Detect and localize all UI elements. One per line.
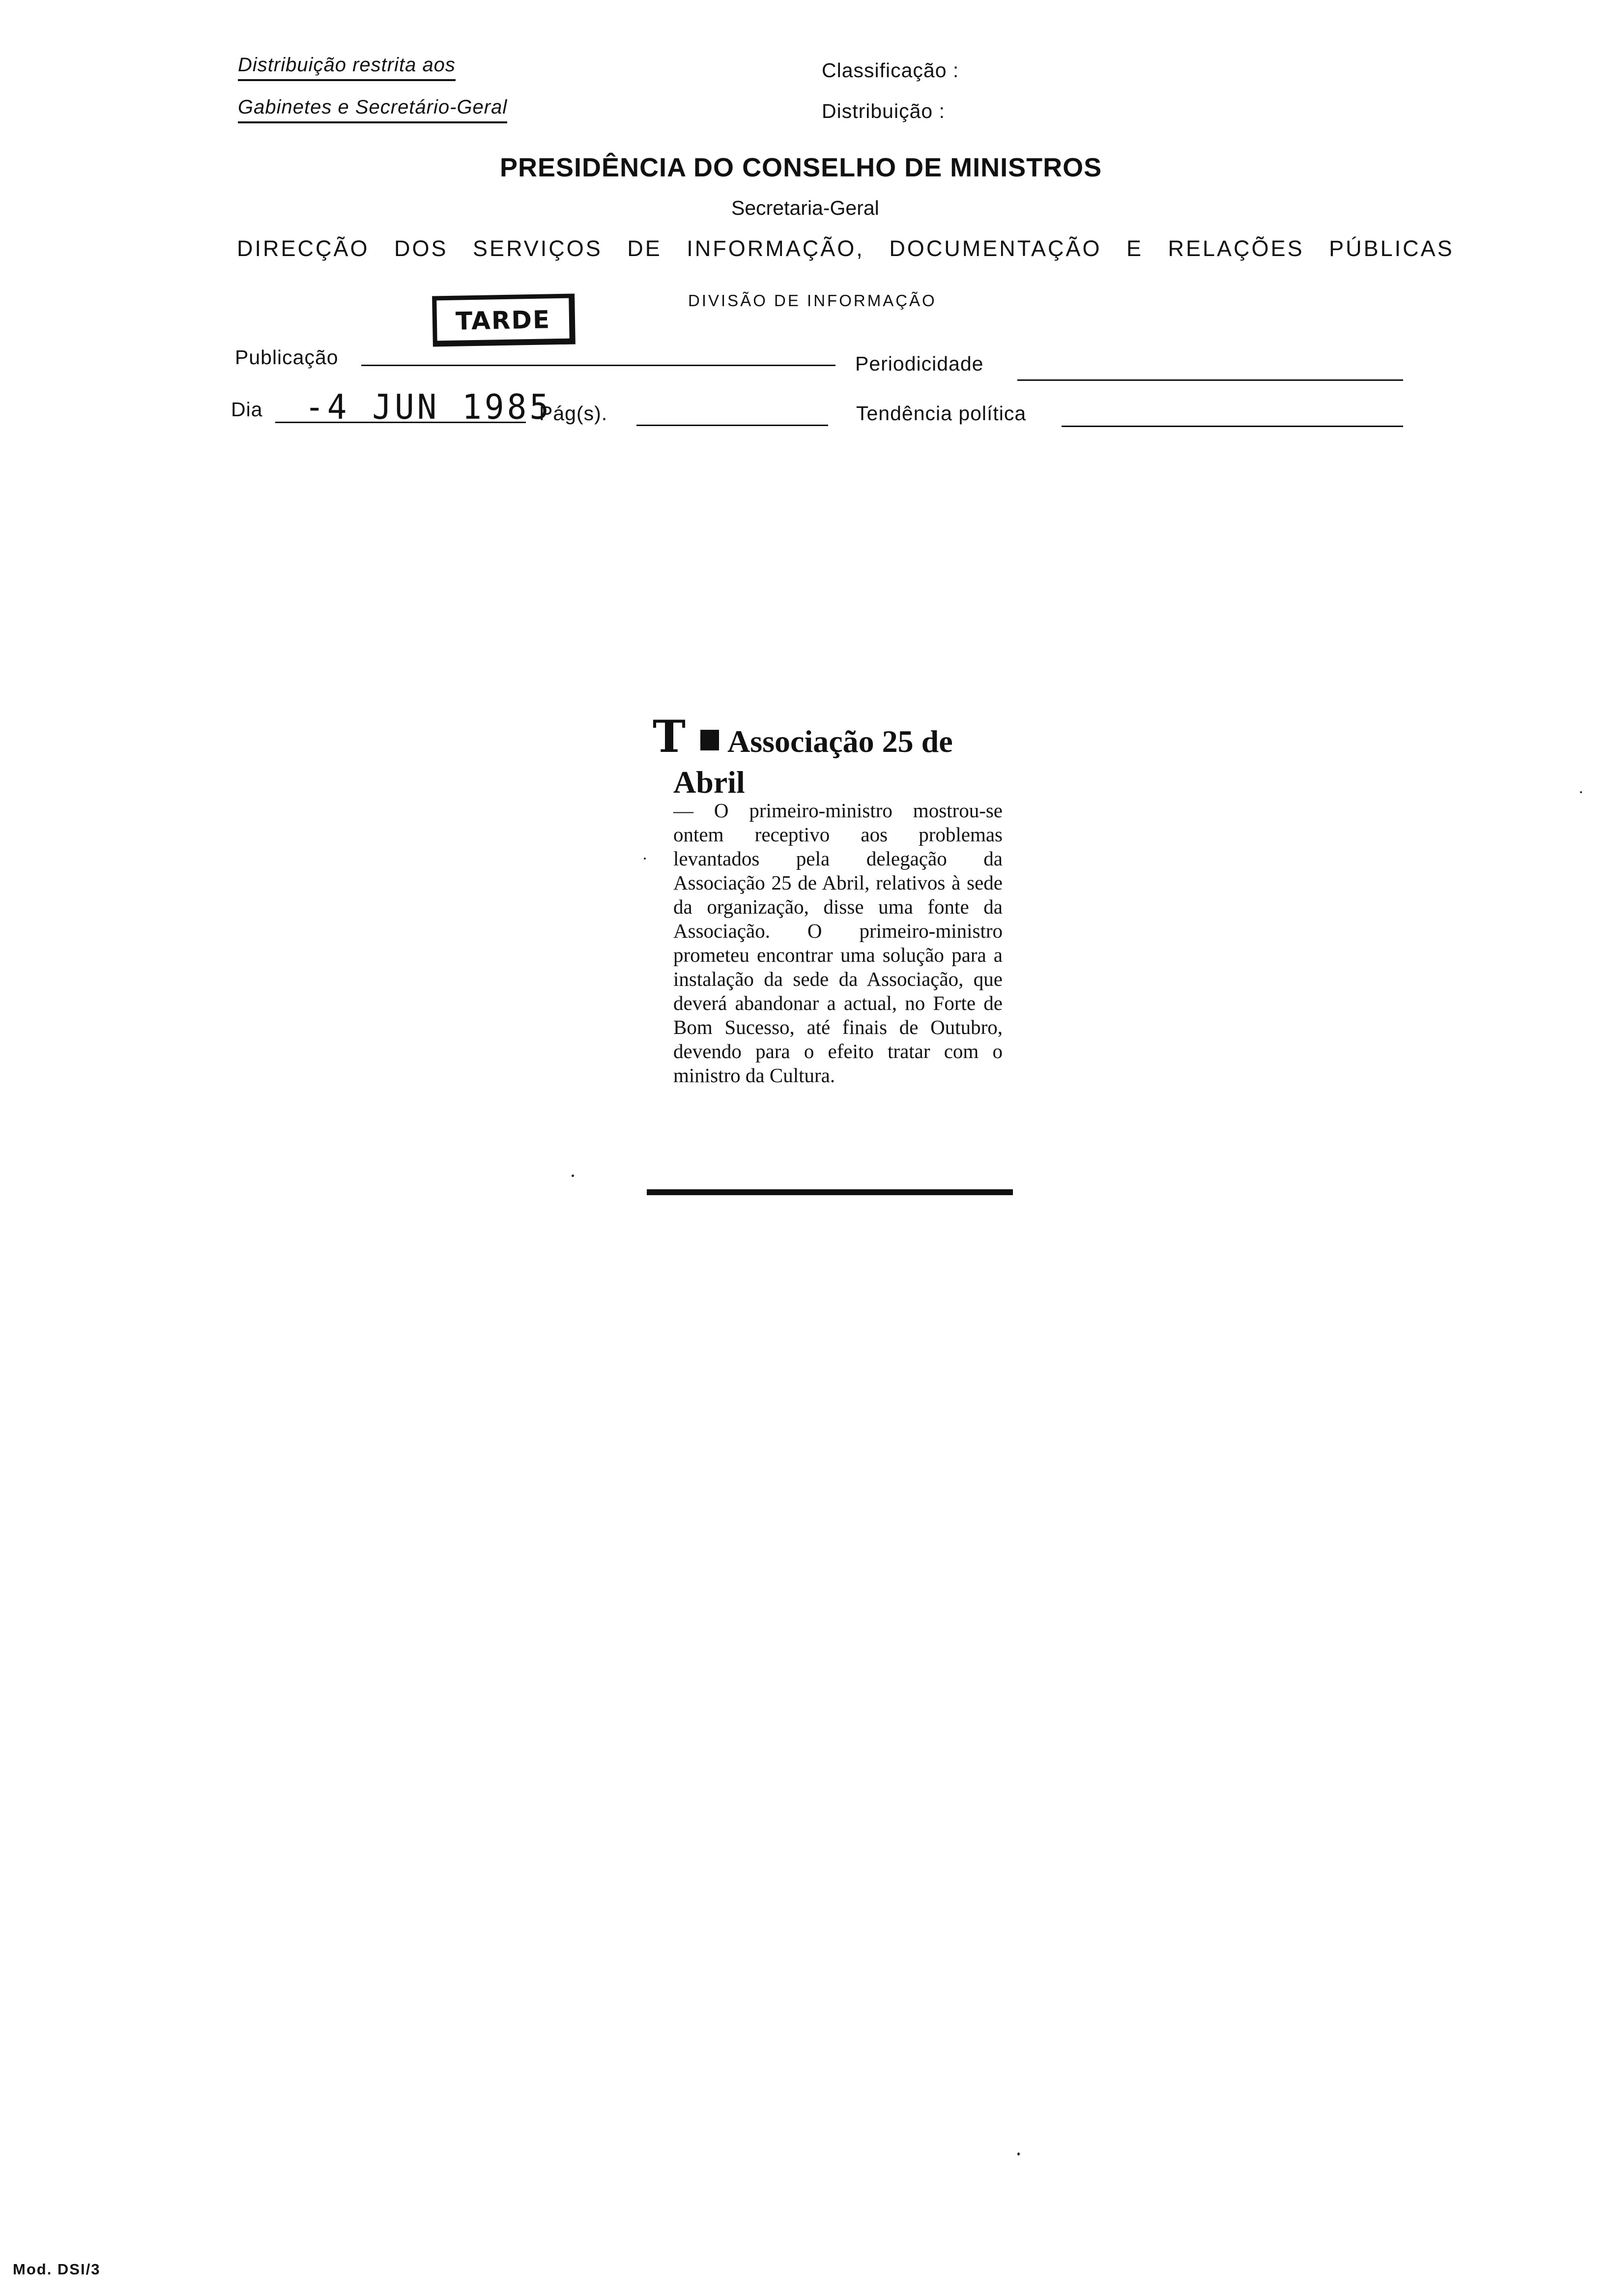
tendencia-label: Tendência política: [856, 402, 1027, 425]
dia-label: Dia: [231, 398, 263, 421]
form-model-number: Mod. DSI/3: [13, 2261, 101, 2278]
direccao-heading: DIRECÇÃO DOS SERVIÇOS DE INFORMAÇÃO, DOCUMENTAÇÃO E RELAÇÕES PÚBLICAS: [237, 236, 1454, 261]
clipping-bottom-rule: [647, 1189, 1013, 1195]
distribution-note-line1: Distribuição restrita aos: [238, 54, 456, 81]
clipping-bullet: [700, 730, 719, 750]
newspaper-clipping: [644, 713, 1017, 1204]
classificacao-label: Classificação :: [822, 59, 959, 82]
distribution-note-line2: Gabinetes e Secretário-Geral: [238, 96, 507, 123]
handwritten-mark: T: [653, 711, 686, 763]
clipping-body: — O primeiro-ministro mostrou-se ontem receptivo aos problemas levantados pela delegação da Associação 25 de Abril, relativos à sede da organização, disse uma fonte da Associação. O primeiro-ministro prometeu encontrar uma solução para a instalação da sede da Associação, que deverá abandonar a actual, no Forte de Bom Sucesso, até finais de Outubro, devendo para o efeito tratar com o ministro da Cultura.: [673, 799, 1003, 1087]
publicacao-stamp: TARDE: [432, 293, 576, 346]
pags-label: Pág(s).: [539, 402, 608, 425]
scan-speck: [1580, 791, 1582, 793]
distribuicao-label: Distribuição :: [822, 100, 945, 122]
scan-speck: [644, 858, 646, 860]
dia-date-stamp: -4 JUN 1985: [305, 387, 552, 427]
tendencia-line: [1062, 426, 1403, 427]
scan-speck: [572, 1175, 574, 1177]
clipping-lead-word: Abril: [673, 765, 745, 800]
page-subtitle: Secretaria-Geral: [731, 197, 879, 219]
publicacao-line: [361, 365, 835, 366]
divisao-heading: DIVISÃO DE INFORMAÇÃO: [688, 291, 937, 310]
scan-speck: [1017, 2152, 1020, 2155]
periodicidade-label: Periodicidade: [855, 352, 984, 375]
clipping-headline: Associação 25 de: [727, 724, 953, 759]
page-title: PRESIDÊNCIA DO CONSELHO DE MINISTROS: [500, 153, 1102, 182]
pags-line: [636, 425, 828, 426]
publicacao-label: Publicação: [235, 346, 339, 369]
periodicidade-line: [1017, 379, 1403, 381]
